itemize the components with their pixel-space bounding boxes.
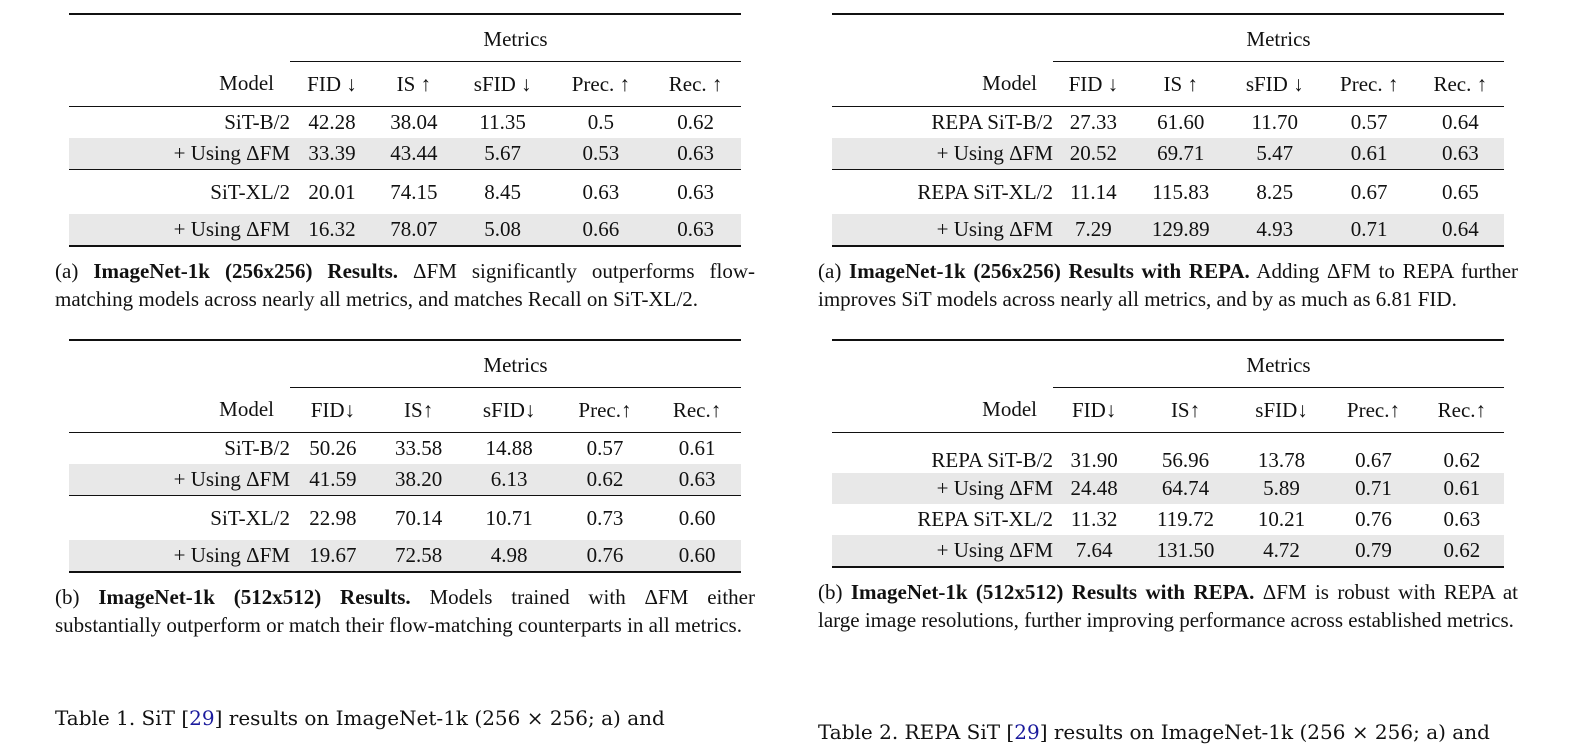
table-row: + Using ΔFM 7.29 129.89 4.93 0.71 0.64 <box>832 214 1504 246</box>
col-header: FID↓ <box>290 388 376 433</box>
caption-2b: (b) ImageNet-1k (512x512) Results with REPA. ΔFM is robust with REPA at large image resolutions, further improving performance across established metrics. <box>818 580 1519 632</box>
model-header: Model <box>69 62 290 107</box>
col-header: IS↑ <box>1135 388 1236 433</box>
col-header: IS ↑ <box>1134 62 1228 107</box>
table-1-caption: Table 1. SiT [29] results on ImageNet-1k (256 × 256; a) and <box>55 706 665 730</box>
col-header: Rec.↑ <box>1420 388 1504 433</box>
col-header: Prec.↑ <box>557 388 653 433</box>
metrics-header: Metrics <box>290 340 741 388</box>
table-row: SiT-B/2 42.28 38.04 11.35 0.5 0.62 <box>224 110 714 134</box>
table-row: REPA SiT-XL/2 11.14 115.83 8.25 0.67 0.65 <box>832 170 1504 215</box>
right-column <box>818 0 1519 744</box>
table-row: + Using ΔFM 24.48 64.74 5.89 0.71 0.61 <box>832 473 1504 504</box>
table-row: + Using ΔFM 7.64 131.50 4.72 0.79 0.62 <box>832 535 1504 567</box>
col-header: sFID ↓ <box>454 62 552 107</box>
table-row: REPA SiT-XL/2 11.32 119.72 10.21 0.76 0.63 <box>917 507 1481 531</box>
model-header: Model <box>832 388 1053 433</box>
col-header: Rec. ↑ <box>650 62 741 107</box>
col-header: sFID ↓ <box>1228 62 1322 107</box>
col-header: Prec. ↑ <box>1322 62 1417 107</box>
col-header: Prec. ↑ <box>552 62 651 107</box>
table-row: + Using ΔFM 41.59 38.20 6.13 0.62 0.63 <box>69 464 741 496</box>
table-1b <box>69 339 741 573</box>
col-header: Prec.↑ <box>1327 388 1419 433</box>
table-row: + Using ΔFM 33.39 43.44 5.67 0.53 0.63 <box>69 138 741 170</box>
col-header: sFID↓ <box>462 388 557 433</box>
caption-1a: (a) ImageNet-1k (256x256) Results. ΔFM significantly outperforms flow-matching models across nearly all metrics, and matches Recall on SiT-XL/2. <box>55 259 755 311</box>
metrics-header: Metrics <box>1053 14 1504 62</box>
table-row: SiT-B/2 50.26 33.58 14.88 0.57 0.61 <box>224 436 716 460</box>
table-row: + Using ΔFM 20.52 69.71 5.47 0.61 0.63 <box>832 138 1504 170</box>
model-header: Model <box>69 388 290 433</box>
col-header: sFID↓ <box>1236 388 1327 433</box>
caption-1b: (b) ImageNet-1k (512x512) Results. Models trained with ΔFM either substantially outperform or match their flow-matching counterparts in all metrics. <box>55 585 756 637</box>
col-header: Rec.↑ <box>653 388 741 433</box>
table-2b <box>832 339 1504 568</box>
citation-link[interactable]: 29 <box>1014 720 1040 744</box>
table-2a <box>832 13 1504 247</box>
table-row: REPA SiT-B/2 31.90 56.96 13.78 0.67 0.62 <box>931 448 1481 472</box>
table-row: + Using ΔFM 19.67 72.58 4.98 0.76 0.60 <box>69 540 741 572</box>
citation-link[interactable]: 29 <box>189 706 215 730</box>
col-header: FID ↓ <box>1053 62 1134 107</box>
table-1a <box>69 13 741 247</box>
col-header: IS ↑ <box>374 62 454 107</box>
table-row: REPA SiT-B/2 27.33 61.60 11.70 0.57 0.64 <box>931 110 1479 134</box>
col-header: FID ↓ <box>290 62 374 107</box>
model-header: Model <box>832 62 1053 107</box>
metrics-header: Metrics <box>1053 340 1504 388</box>
col-header: IS↑ <box>376 388 462 433</box>
left-column <box>55 0 756 730</box>
col-header: Rec. ↑ <box>1417 62 1504 107</box>
table-row: SiT-XL/2 20.01 74.15 8.45 0.63 0.63 <box>69 170 741 215</box>
metrics-header: Metrics <box>290 14 741 62</box>
table-2-caption: Table 2. REPA SiT [29] results on ImageNet-1k (256 × 256; a) and <box>818 720 1490 744</box>
caption-2a: (a) ImageNet-1k (256x256) Results with REPA. Adding ΔFM to REPA further improves SiT models across nearly all metrics, and by as much as 6.81 FID. <box>818 259 1519 311</box>
col-header: FID↓ <box>1053 388 1135 433</box>
table-row: + Using ΔFM 16.32 78.07 5.08 0.66 0.63 <box>69 214 741 246</box>
table-row: SiT-XL/2 22.98 70.14 10.71 0.73 0.60 <box>69 496 741 541</box>
